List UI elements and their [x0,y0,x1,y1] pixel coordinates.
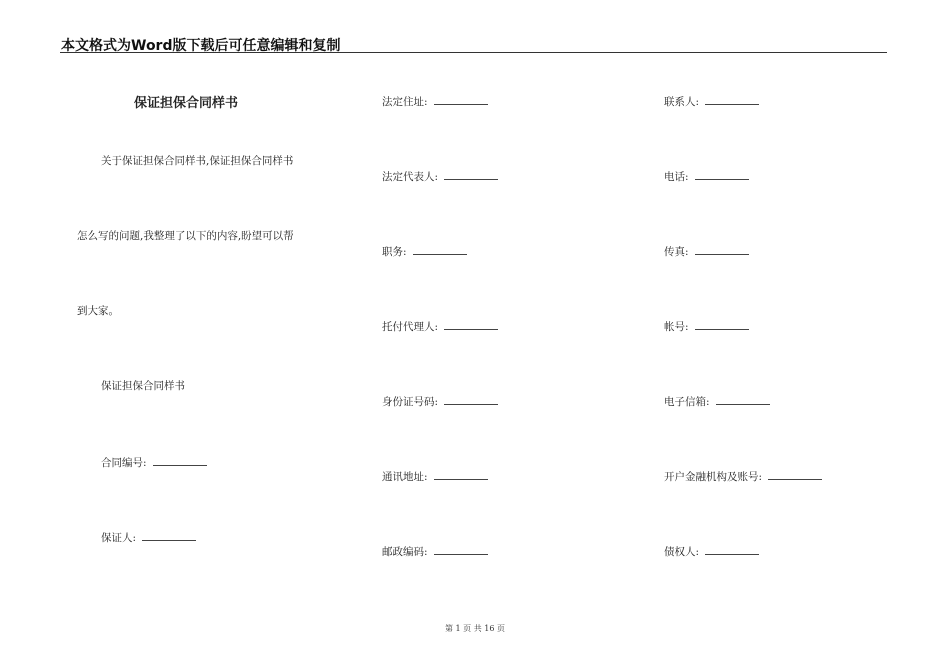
contract-subtitle: 保证担保合同样书 [101,380,185,392]
field-label: 传真: [664,246,689,258]
id-number-field [382,393,498,409]
field-blank [695,318,749,330]
contract-number-field [101,454,207,470]
legal-address-field [382,93,488,109]
account-number-field [664,318,749,334]
field-label: 联系人: [664,96,700,108]
document-title: 保证担保合同样书 [134,96,239,111]
field-label: 电子信箱: [664,396,710,408]
intro-paragraph-line-3: 到大家。 [77,305,119,317]
field-blank [695,168,749,180]
postal-code-field [382,543,488,559]
document-header-title: 本文格式为Word版下载后可任意编辑和复制 [61,38,341,54]
field-label: 开户金融机构及账号: [664,471,763,483]
field-label: 债权人: [664,546,700,558]
field-label: 职务: [382,246,407,258]
guarantor-blank [142,529,196,541]
guarantor-label: 保证人: [101,532,137,544]
field-blank [444,393,498,405]
email-field [664,393,770,409]
header-divider [60,52,887,53]
field-label: 法定代表人: [382,171,439,183]
intro-paragraph-line-1: 关于保证担保合同样书,保证担保合同样书 [101,155,294,167]
intro-paragraph-line-2: 怎么写的问题,我整理了以下的内容,盼望可以帮 [77,230,294,242]
field-label: 身份证号码: [382,396,439,408]
field-label: 电话: [664,171,689,183]
field-label: 帐号: [664,321,689,333]
field-blank [705,543,759,555]
field-label: 法定住址: [382,96,428,108]
field-label: 邮政编码: [382,546,428,558]
contact-person-field [664,93,759,109]
field-blank [444,168,498,180]
field-blank [716,393,770,405]
field-blank [705,93,759,105]
field-blank [434,93,488,105]
position-field [382,243,467,259]
entrusted-agent-field [382,318,498,334]
field-blank [434,543,488,555]
legal-representative-field [382,168,498,184]
field-label: 通讯地址: [382,471,428,483]
creditor-field [664,543,759,559]
page-number-footer: 第 1 页 共 16 页 [445,624,505,633]
field-label: 托付代理人: [382,321,439,333]
field-blank [413,243,467,255]
field-blank [768,468,822,480]
field-blank [434,468,488,480]
field-blank [444,318,498,330]
mailing-address-field [382,468,488,484]
bank-account-field [664,468,822,484]
guarantor-field [101,529,196,545]
phone-field [664,168,749,184]
fax-field [664,243,749,259]
field-blank [695,243,749,255]
contract-number-label: 合同编号: [101,457,147,469]
contract-number-blank [153,454,207,466]
